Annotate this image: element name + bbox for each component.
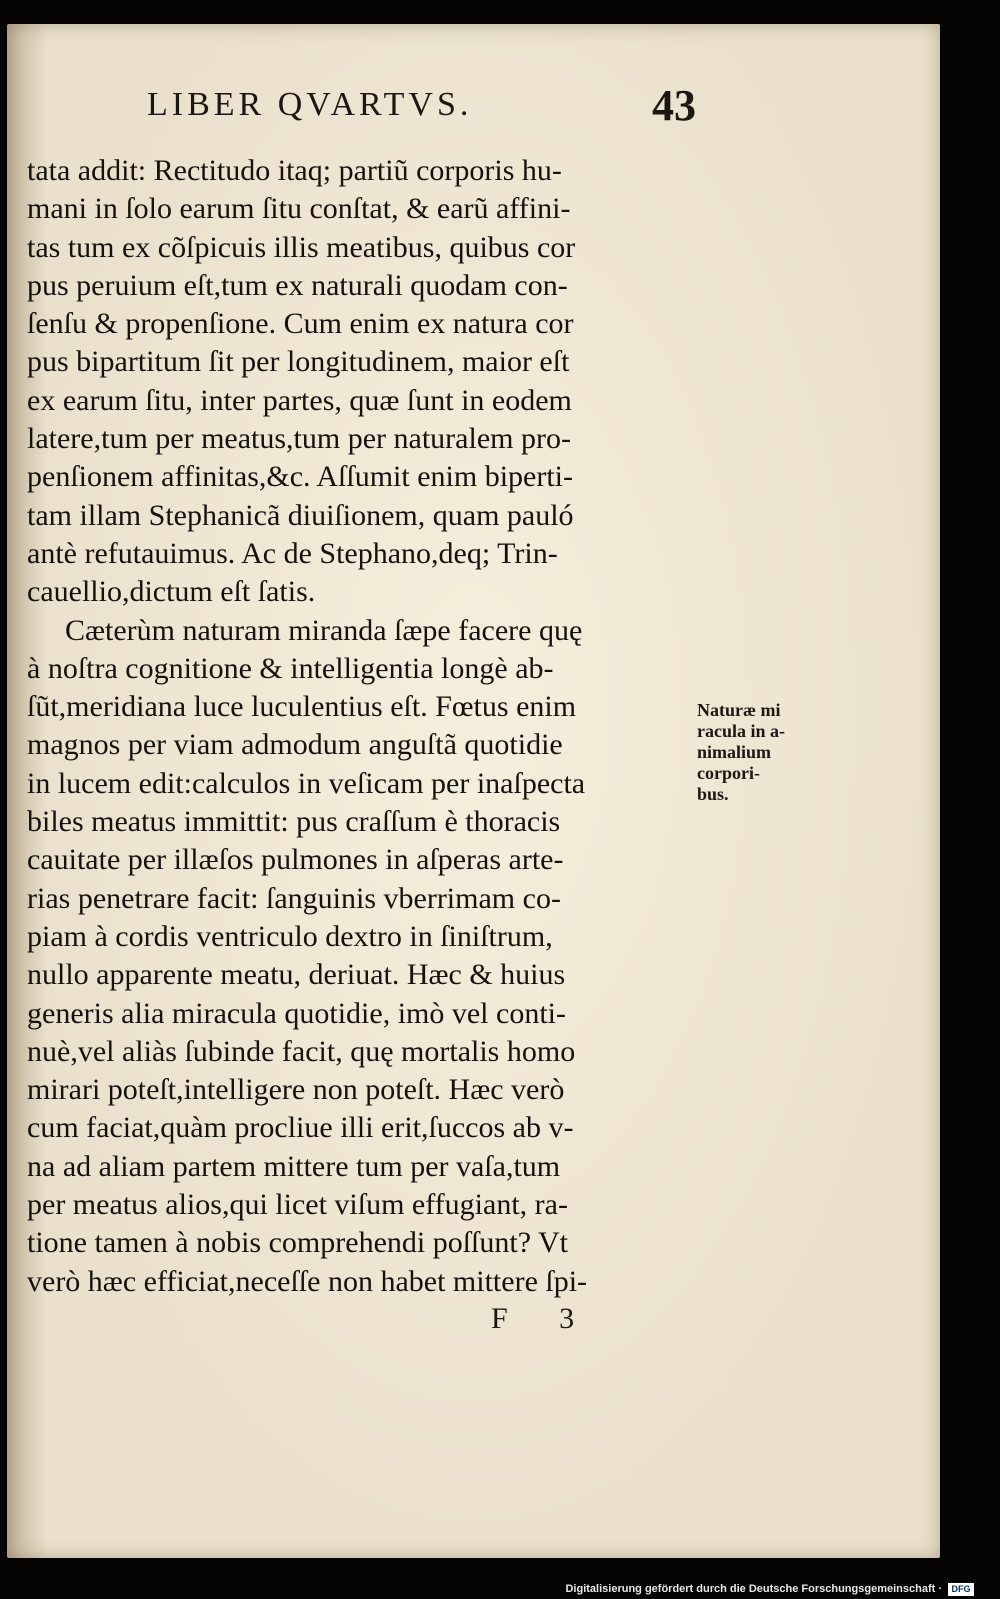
text-line: ſenſu & propenſione. Cum enim ex natura cor (27, 307, 574, 341)
body-text (27, 152, 707, 1301)
text-line: rias penetrare facit: ſanguinis vberrimam co- (27, 881, 561, 915)
text-line: latere,tum per meatus,tum per naturalem pro- (27, 422, 571, 456)
text-line: biles meatus immittit: pus craſſum è thoracis (27, 805, 561, 839)
text-line: generis alia miracula quotidie, imò vel conti- (27, 996, 566, 1030)
text-line: mani in ſolo earum ſitu conſtat, & earũ affini- (27, 192, 571, 226)
text-line: tas tum ex cõſpicuis illis meatibus, quibus cor (27, 230, 576, 264)
marginal-note (697, 700, 785, 805)
digitization-credit: Digitalisierung gefördert durch die Deutsche Forschungsgemeinschaft · (565, 1583, 942, 1595)
text-line: antè refutauimus. Ac de Stephano,deq; Trin- (27, 536, 558, 570)
page-header (7, 81, 940, 146)
text-line: in lucem edit:calculos in veſicam per inaſpecta (27, 766, 586, 800)
text-line: per meatus alios,qui licet viſum effugiant, ra- (27, 1188, 568, 1222)
text-line: ex earum ſitu, inter partes, quæ ſunt in eodem (27, 383, 572, 417)
text-line: na ad aliam partem mittere tum per vaſa,tum (27, 1149, 561, 1183)
text-line: cauellio,dictum eſt ſatis. (27, 575, 316, 609)
text-line: verò hæc efficiat,neceſſe non habet mittere ſpi- (27, 1264, 588, 1298)
text-line: tam illam Stephanicã diuiſionem, quam pauló (27, 498, 574, 532)
page-number: 43 (652, 81, 696, 130)
text-line: tione tamen à nobis comprehendi poſſunt? Vt (27, 1226, 568, 1260)
marginal-note-line: bus. (697, 784, 729, 804)
signature-mark: F 3 (491, 1302, 597, 1335)
text-line: à noſtra cognitione & intelligentia longè ab- (27, 651, 554, 685)
text-line: piam à cordis ventriculo dextro in ſiniſtrum, (27, 919, 553, 953)
text-line: ſũt,meridiana luce luculentius eſt. Fœtus enim (27, 690, 577, 724)
text-line: nullo apparente meatu, deriuat. Hæc & huius (27, 958, 566, 992)
book-page (7, 24, 940, 1558)
text-line-paragraph-start: Cæterùm naturam miranda ſæpe facere quę (65, 613, 583, 647)
text-line: mirari poteſt,intelligere non poteſt. Hæc verò (27, 1073, 565, 1107)
marginal-note-line: corpori- (697, 763, 760, 783)
text-line: tata addit: Rectitudo itaq; partiũ corporis hu- (27, 154, 562, 187)
marginal-note-line: nimalium (697, 742, 772, 762)
running-head: LIBER QVARTVS. (147, 86, 473, 123)
marginal-note-line: Naturæ mi (697, 700, 781, 720)
text-line: cum faciat,quàm procliue illi erit,ſuccos ab v- (27, 1111, 574, 1145)
dfg-logo: DFG (948, 1583, 974, 1596)
marginal-note-line: racula in a- (697, 721, 785, 741)
text-line: magnos per viam admodum anguſtã quotidie (27, 728, 563, 762)
text-line: pus bipartitum ſit per longitudinem, maior eſt (27, 345, 570, 379)
text-line: nuè,vel aliàs ſubinde facit, quę mortalis homo (27, 1034, 576, 1068)
text-line: cauitate per illæſos pulmones in aſperas arte- (27, 843, 564, 877)
text-line: pus peruium eſt,tum ex naturali quodam con- (27, 268, 568, 302)
text-line: penſionem affinitas,&c. Aſſumit enim biperti- (27, 460, 574, 494)
